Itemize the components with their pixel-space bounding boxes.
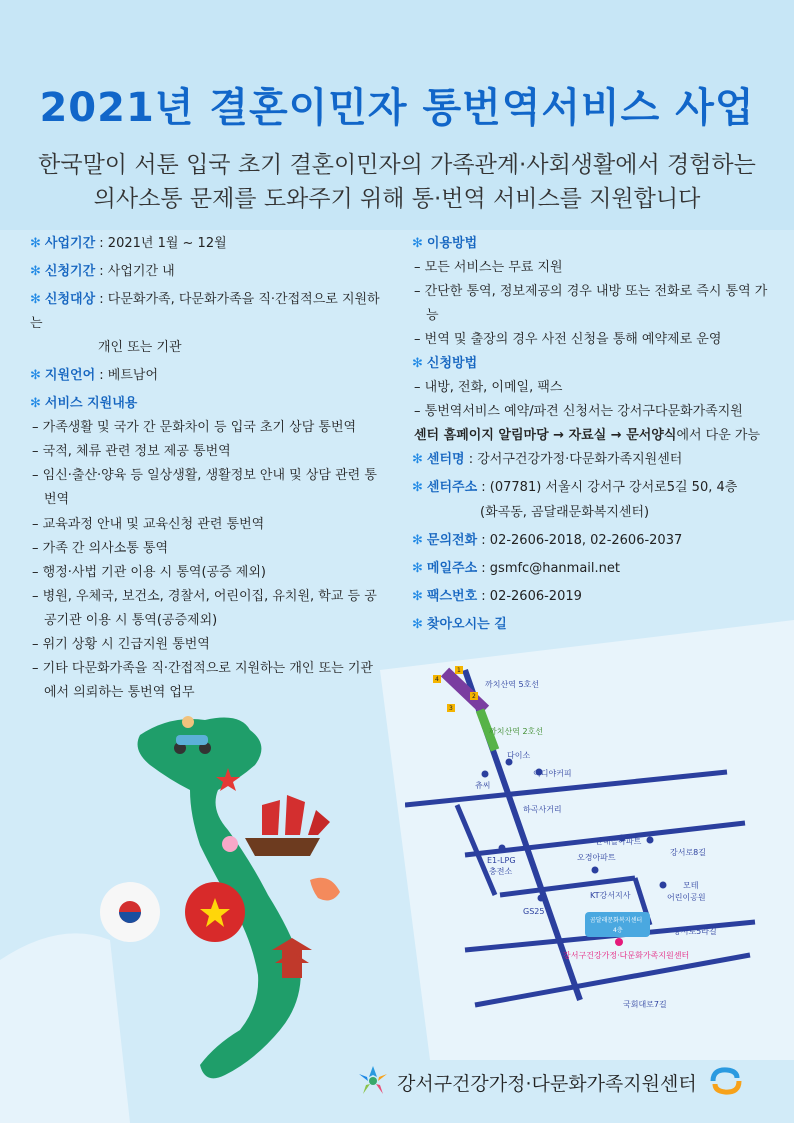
dash-bullet: – <box>414 260 425 276</box>
station5-label: 까치산역 5호선 <box>485 680 540 689</box>
jusi-label: 츄씨 <box>475 781 491 790</box>
service-item-text: 가족 간 의사소통 통역 <box>42 540 169 556</box>
apply-period-row: ✻ 신청기간 : 사업기간 내 <box>30 264 175 280</box>
dash-bullet: – <box>32 516 43 532</box>
sannae-label: 산내들아파트 <box>595 837 642 846</box>
gangseo5-label: 강서로5라길 <box>673 927 717 936</box>
service-item-text: 위기 상황 시 긴급지원 통번역 <box>42 636 210 652</box>
center-map-label: 강서구건강가정·다문화가족지원센터 <box>563 951 690 960</box>
apply-method-label: 신청방법 <box>426 356 478 372</box>
asterisk-icon: ✻ <box>412 560 423 576</box>
address-value-2: (화곡동, 곰달래문화복지센터) <box>480 504 650 520</box>
dash-bullet: – <box>414 380 425 396</box>
daiso-label: 다이소 <box>507 751 531 760</box>
usage-item-text: 번역 및 출장의 경우 사전 신청을 통해 예약제로 운영 <box>424 332 722 348</box>
directions-label: 찾아오시는 길 <box>426 616 507 632</box>
apply-method-item <box>412 400 772 424</box>
target-value-2: 개인 또는 기관 <box>98 340 182 356</box>
dash-bullet: – <box>414 404 425 420</box>
target-label: 신청대상 <box>44 292 96 308</box>
center-label: 센터명 <box>426 452 465 468</box>
jusi-marker <box>482 771 489 778</box>
center-value: 강서구건강가정·다문화가족지원센터 <box>477 452 683 468</box>
dash-bullet: – <box>32 660 43 676</box>
motel-marker <box>660 882 667 889</box>
dash-bullet: – <box>414 284 425 300</box>
dash-bullet: – <box>32 588 43 604</box>
usage-list <box>412 256 772 352</box>
gate-2-label: 2 <box>472 693 476 700</box>
road8-marker <box>647 837 654 844</box>
language-label: 지원언어 <box>44 368 96 384</box>
right-column <box>412 232 772 641</box>
subtitle-line-1: 한국말이 서툰 입국 초기 결혼이민자의 가족관계·사회생활에서 경험하는 <box>38 152 756 178</box>
dash-bullet: – <box>32 540 43 556</box>
service-item <box>30 416 380 440</box>
service-item <box>30 513 380 537</box>
station2-label: 까치산역 2호선 <box>489 727 544 736</box>
apply-path <box>412 424 772 448</box>
gate-4-label: 4 <box>435 676 439 683</box>
lpg-marker <box>499 845 506 852</box>
address-row: ✻ 센터주소 : (07781) 서울시 강서구 강서로5길 50, 4층 (화곡동, 곰달래문화복지센터) <box>412 476 772 524</box>
ogyeong-marker <box>592 867 599 874</box>
apply-method-list <box>412 376 772 424</box>
phone-row: ✻ 문의전화 : 02-2606-2018, 02-2606-2037 <box>412 532 683 548</box>
korea-ball-icon <box>100 882 160 942</box>
asterisk-icon: ✻ <box>30 236 41 251</box>
usage-item-text: 간단한 통역, 정보제공의 경우 내방 또는 전화로 즉시 통역 가능 <box>424 284 768 324</box>
address-value-1: (07781) 서울시 강서구 강서로5길 50, 4층 <box>489 480 738 496</box>
service-item-text: 병원, 우체국, 보건소, 경찰서, 어린이집, 유치원, 학교 등 공공기관 이용 시 통역(공증제외) <box>42 588 377 628</box>
apply-period-label: 신청기간 <box>44 264 96 280</box>
fax-label: 팩스번호 <box>426 588 478 604</box>
lotus-icon <box>222 836 238 852</box>
asterisk-icon: ✻ <box>30 264 41 280</box>
usage-section <box>412 232 772 352</box>
address-label: 센터주소 <box>426 480 478 496</box>
usage-item <box>412 328 772 352</box>
target-row: ✻ 신청대상 : 다문화가족, 다문화가족을 직·간접적으로 지원하는 개인 또는 기관 <box>30 288 380 360</box>
vietnam-ball-icon <box>185 882 245 942</box>
center-row: ✻ 센터명 : 강서구건강가정·다문화가족지원센터 <box>412 452 683 468</box>
page-title: 2021년 결혼이민자 통번역서비스 사업 <box>39 85 755 131</box>
asterisk-icon: ✻ <box>30 292 41 308</box>
service-item-text: 국적, 체류 관련 정보 제공 통번역 <box>42 444 231 460</box>
gs-marker <box>538 895 545 902</box>
subtitle-line-2: 의사소통 문제를 도와주기 위해 통·번역 서비스를 지원합니다 <box>93 186 701 212</box>
email-label: 메일주소 <box>426 560 478 576</box>
asterisk-icon: ✻ <box>412 588 423 604</box>
service-item <box>30 633 380 657</box>
footer <box>355 1064 765 1098</box>
period-row: ✻ 사업기간 : 2021년 1월 ~ 12월 <box>30 236 227 251</box>
phone-label: 문의전화 <box>426 532 478 548</box>
directions-map[interactable] <box>405 660 775 1040</box>
usage-item <box>412 256 772 280</box>
gs-label: GS25 <box>523 907 545 916</box>
service-item <box>30 464 380 512</box>
dash-bullet: – <box>32 564 43 580</box>
kt-label: KT강서지사 <box>590 891 631 900</box>
service-item <box>30 657 380 705</box>
language-value: 베트남어 <box>107 368 159 384</box>
lpg1-label: E1-LPG <box>487 856 516 865</box>
dash-bullet: – <box>32 636 43 652</box>
gate-1-label: 1 <box>457 667 461 674</box>
asterisk-icon: ✻ <box>412 452 423 468</box>
usage-item-text: 모든 서비스는 무료 지원 <box>424 260 563 276</box>
ediya-label: 이디야커피 <box>533 769 572 778</box>
email-row: ✻ 메일주소 : gsmfc@hanmail.net <box>412 560 620 576</box>
footer-org-name: 강서구건강가정·다문화가족지원센터 <box>397 1073 697 1095</box>
asterisk-icon: ✻ <box>412 236 423 251</box>
service-item-text: 교육과정 안내 및 교육신청 관련 통번역 <box>42 516 265 532</box>
fax-value: 02-2606-2019 <box>489 588 582 604</box>
dash-bullet: – <box>414 332 425 348</box>
center-box-line2: 4층 <box>613 927 623 934</box>
dash-bullet: – <box>32 468 43 484</box>
asterisk-icon: ✻ <box>30 396 41 412</box>
phone-value: 02-2606-2018, 02-2606-2037 <box>489 532 683 548</box>
service-item-text: 기타 다문화가족을 직·간접적으로 지원하는 개인 또는 기관에서 의뢰하는 통번역 업무 <box>42 660 373 700</box>
park-label: 어린이공원 <box>667 893 706 902</box>
hwagok-label: 하곡사거리 <box>523 805 562 814</box>
dash-bullet: – <box>32 420 43 436</box>
services-list <box>30 416 380 705</box>
asterisk-icon: ✻ <box>412 356 423 372</box>
asterisk-icon: ✻ <box>412 480 423 496</box>
fax-row: ✻ 팩스번호 : 02-2606-2019 <box>412 588 582 604</box>
center-location-marker <box>615 938 623 946</box>
services-label: 서비스 지원내용 <box>44 396 138 412</box>
left-column <box>30 232 380 705</box>
service-item-text: 행정·사법 기관 이용 시 통역(공증 제외) <box>42 564 266 580</box>
apply-method-item-text: 내방, 전화, 이메일, 팩스 <box>424 380 563 396</box>
asterisk-icon: ✻ <box>30 368 41 384</box>
ogyeong-label: 오경아파트 <box>577 853 616 862</box>
email-value[interactable]: gsmfc@hanmail.net <box>489 560 620 576</box>
apply-method-section <box>412 352 772 448</box>
service-item <box>30 585 380 633</box>
lpg2-label: 충전소 <box>489 867 513 876</box>
gate-3-label: 3 <box>449 705 453 712</box>
gukhoe-label: 국회대로7길 <box>623 1000 667 1009</box>
usage-item <box>412 280 772 328</box>
apply-path-bold: 센터 홈페이지 알림마당 → 자료실 → 문서양식 <box>414 428 677 444</box>
directions-row <box>412 613 772 637</box>
org-logo-icon <box>355 1064 391 1098</box>
service-item-text: 가족생활 및 국가 간 문화차이 등 입국 초기 상담 통번역 <box>42 420 357 436</box>
language-row: ✻ 지원언어 : 베트남어 <box>30 368 159 384</box>
apply-path-tail: 에서 다운 가능 <box>676 428 761 444</box>
apply-method-item-text: 통번역서비스 예약/파견 신청서는 강서구다문화가족지원 <box>424 404 743 420</box>
family-logo-icon <box>707 1066 745 1096</box>
dash-bullet: – <box>32 444 43 460</box>
apply-method-item <box>412 376 772 400</box>
gangseo8-label: 강서로8길 <box>670 848 707 857</box>
service-item <box>30 440 380 464</box>
period-label: 사업기간 <box>44 236 96 251</box>
asterisk-icon: ✻ <box>412 616 423 632</box>
center-box-line1: 곰달래문화복지센터 <box>590 917 643 924</box>
apply-period-value: 사업기간 내 <box>107 264 175 280</box>
usage-label: 이용방법 <box>426 236 478 251</box>
services-section <box>30 392 380 705</box>
motel-label: 모테 <box>683 881 699 890</box>
service-item <box>30 561 380 585</box>
target-value-1: 다문화가족, 다문화가족을 직·간접적으로 지원하는 <box>30 292 380 332</box>
service-item <box>30 537 380 561</box>
asterisk-icon: ✻ <box>412 532 423 548</box>
period-value: 2021년 1월 ~ 12월 <box>107 236 227 251</box>
service-item-text: 임신·출산·양육 등 일상생활, 생활정보 안내 및 상담 관련 통번역 <box>42 468 377 508</box>
